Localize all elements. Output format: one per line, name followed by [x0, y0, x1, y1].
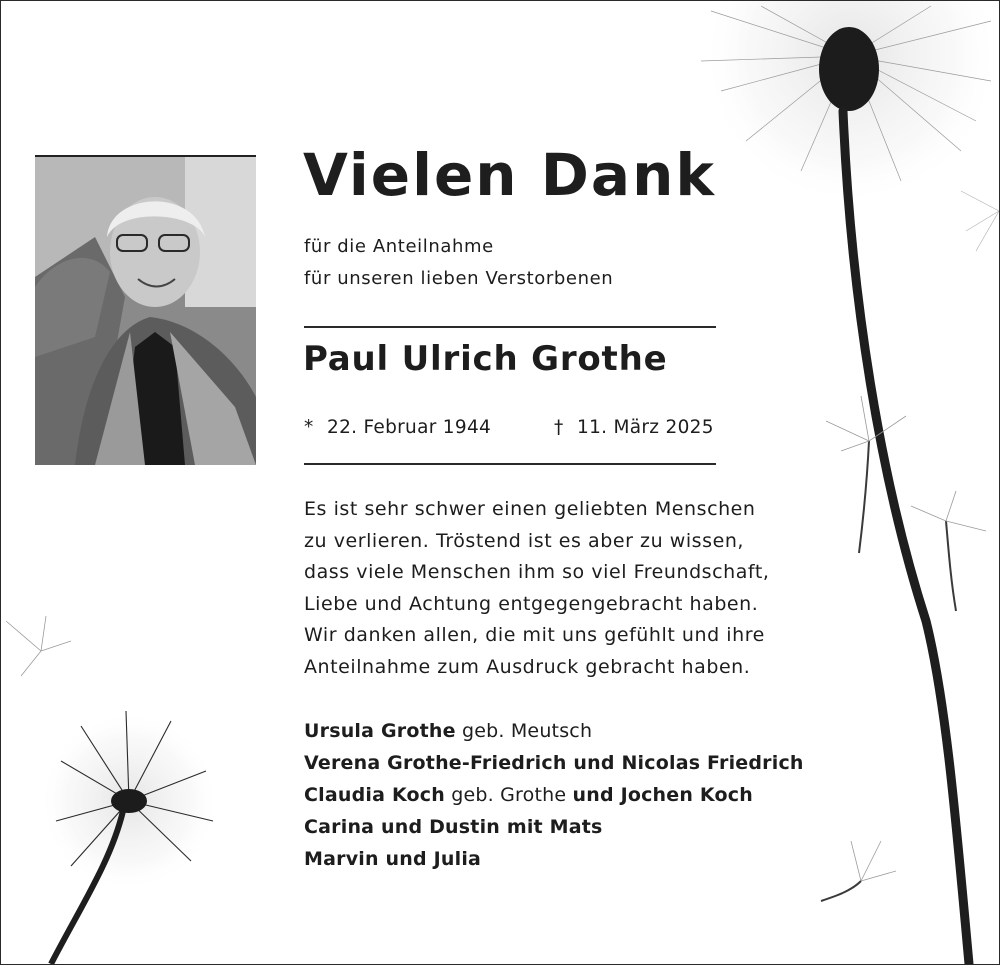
- portrait-photo: [35, 155, 256, 465]
- family-line: [304, 720, 804, 752]
- top-divider: [304, 326, 716, 328]
- message-line: dass viele Menschen ihm so viel Freundschaft,: [304, 561, 770, 583]
- family-signatures: [304, 720, 804, 880]
- family-name: Claudia Koch: [304, 784, 445, 806]
- subtitle-line-2: für unseren lieben Verstorbenen: [304, 268, 614, 289]
- message-line: Es ist sehr schwer einen geliebten Menschen: [304, 498, 756, 520]
- birth-date: 22. Februar 1944: [327, 417, 492, 438]
- family-detail: geb. Meutsch: [455, 720, 593, 742]
- deceased-name: Paul Ulrich Grothe: [303, 339, 668, 379]
- family-line: Verena Grothe-Friedrich und Nicolas Friedrich: [304, 752, 804, 774]
- death-symbol: †: [554, 417, 564, 438]
- bottom-divider: [304, 463, 716, 465]
- page-title: Vielen Dank: [303, 141, 716, 209]
- message-line: Anteilnahme zum Ausdruck gebracht haben.: [304, 655, 751, 678]
- subtitle-line-1: für die Anteilnahme: [304, 236, 494, 257]
- family-name: und Jochen Koch: [572, 784, 753, 806]
- family-detail: geb. Grothe: [445, 784, 573, 806]
- birth-symbol: *: [304, 417, 314, 438]
- message-line: zu verlieren. Tröstend ist es aber zu wissen,: [304, 529, 744, 552]
- family-name: Ursula Grothe: [304, 720, 456, 742]
- family-line: [304, 784, 804, 816]
- family-line: Marvin und Julia: [304, 848, 482, 870]
- death-date: 11. März 2025: [577, 417, 714, 438]
- message-paragraph: [304, 498, 844, 687]
- family-line: Carina und Dustin mit Mats: [304, 816, 603, 838]
- message-line: Liebe und Achtung entgegengebracht haben.: [304, 592, 759, 615]
- message-line: Wir danken allen, die mit uns gefühlt und ihre: [304, 624, 765, 646]
